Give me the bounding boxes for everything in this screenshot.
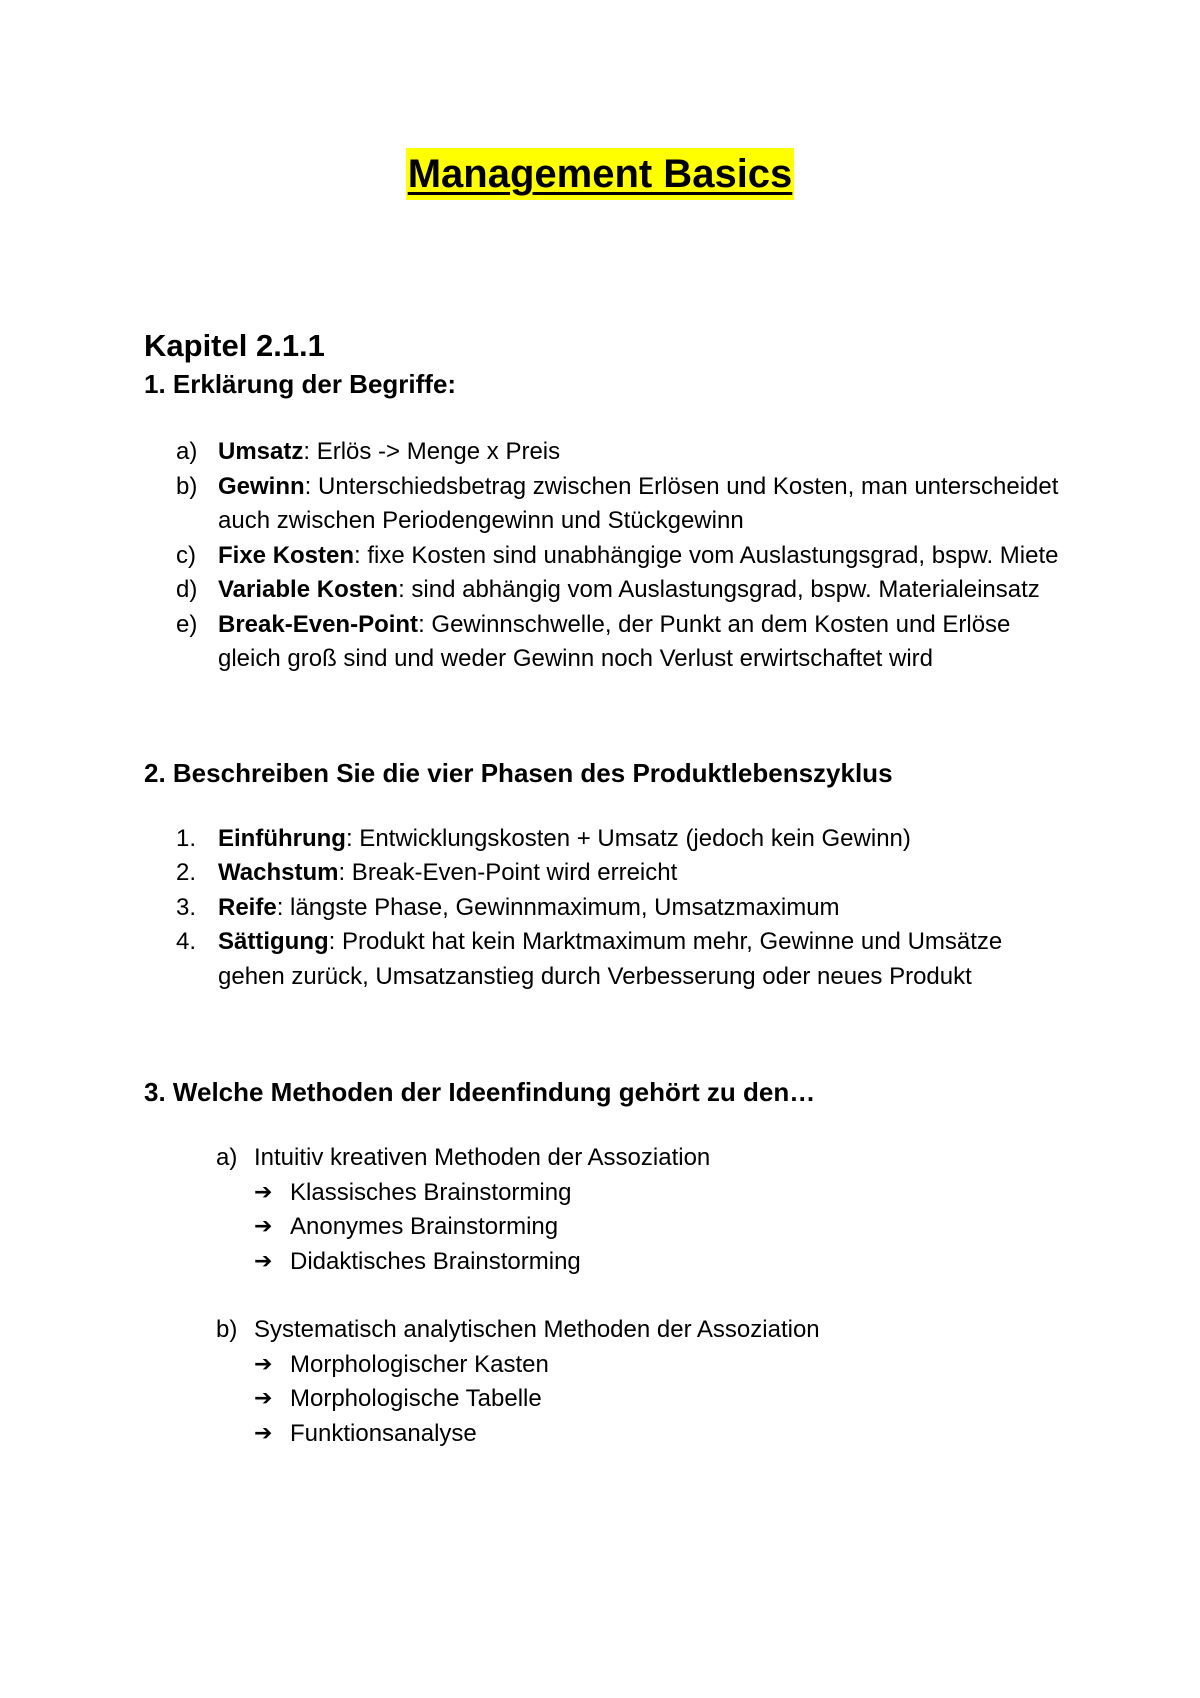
method-item [144, 1382, 1064, 1417]
term-definition: : Gewinnschwelle, der Punkt an dem Kosten und Erlöse gleich groß sind und weder Gewinn noch Verlust erwirtschaftet wird [218, 610, 1011, 672]
section-1-heading: 1. Erklärung der Begriffe: [144, 369, 457, 399]
section-3-heading: 3. Welche Methoden der Ideenfindung gehört zu den… [144, 1077, 816, 1107]
list-item [144, 608, 1064, 677]
list-item [144, 573, 1064, 608]
list-item [144, 470, 1064, 539]
list-marker: a) [216, 1144, 238, 1171]
term-label: Einführung [218, 824, 346, 852]
term-definition: : sind abhängig vom Auslastungsgrad, bspw. Materialeinsatz [398, 576, 1040, 603]
method-item [144, 1348, 1064, 1383]
term-definition: : Entwicklungskosten + Umsatz (jedoch kein Gewinn) [345, 824, 911, 852]
terms-list [144, 435, 1064, 677]
method-group-b [144, 1313, 1064, 1451]
term-label: Umsatz [218, 438, 304, 465]
term-label: Variable Kosten [218, 576, 399, 603]
list-item [144, 539, 1064, 574]
term-label: Wachstum [218, 859, 339, 886]
list-item [144, 891, 1064, 926]
list-marker: a) [176, 438, 198, 465]
arrow-right-icon: ➔ [254, 1214, 273, 1239]
arrow-right-icon: ➔ [254, 1351, 273, 1377]
list-marker: 4. [176, 928, 197, 955]
title-container [0, 148, 1200, 200]
term-label: Sättigung [218, 928, 329, 955]
term-label: Gewinn [218, 472, 305, 500]
list-marker: b) [216, 1316, 238, 1343]
list-item [144, 822, 1064, 857]
term-label: Fixe Kosten [218, 541, 355, 569]
list-item [144, 435, 1064, 470]
arrow-right-icon: ➔ [254, 1179, 273, 1205]
method-item [144, 1210, 1064, 1245]
method-group-label: Systematisch analytischen Methoden der Assoziation [254, 1316, 820, 1343]
list-marker: 1. [176, 824, 197, 852]
arrow-right-icon: ➔ [254, 1386, 273, 1411]
method-group-heading [144, 1313, 1064, 1348]
term-label: Break-Even-Point [218, 610, 419, 638]
document-title: Management Basics [406, 148, 795, 200]
method-item [144, 1417, 1064, 1452]
list-marker: 3. [176, 893, 197, 921]
method-item [144, 1245, 1064, 1280]
list-marker: e) [176, 610, 198, 638]
list-item [144, 925, 1064, 994]
document-content [144, 326, 1064, 1451]
method-group-label: Intuitiv kreativen Methoden der Assoziation [254, 1144, 711, 1171]
arrow-right-icon: ➔ [254, 1248, 273, 1274]
term-definition: : Produkt hat kein Marktmaximum mehr, Gewinne und Umsätze gehen zurück, Umsatzanstieg durch Verbesserung oder neues Produkt [218, 928, 1003, 990]
method-label: Klassisches Brainstorming [290, 1178, 572, 1206]
method-group-a [144, 1141, 1064, 1279]
method-item [144, 1176, 1064, 1211]
term-definition: : fixe Kosten sind unabhängige vom Auslastungsgrad, bspw. Miete [354, 541, 1059, 569]
arrow-right-icon: ➔ [254, 1420, 273, 1446]
list-marker: 2. [176, 859, 197, 886]
section-2-heading: 2. Beschreiben Sie die vier Phasen des Produktlebenszyklus [144, 757, 893, 788]
method-group-heading [144, 1141, 1064, 1176]
method-label: Morphologische Tabelle [290, 1385, 542, 1412]
term-label: Reife [218, 893, 277, 921]
list-item [144, 856, 1064, 891]
list-marker: b) [176, 472, 198, 500]
phases-list [144, 822, 1064, 995]
method-label: Morphologischer Kasten [290, 1350, 549, 1378]
term-definition: : Break-Even-Point wird erreicht [338, 859, 678, 886]
method-label: Funktionsanalyse [290, 1419, 477, 1447]
chapter-heading: Kapitel 2.1.1 [144, 328, 325, 363]
term-definition: : Erlös -> Menge x Preis [303, 438, 561, 465]
term-definition: : Unterschiedsbetrag zwischen Erlösen und Kosten, man unterscheidet auch zwischen Periodengewinn und Stückgewinn [218, 472, 1059, 534]
list-marker: d) [176, 576, 198, 603]
list-marker: c) [176, 541, 196, 569]
method-label: Anonymes Brainstorming [290, 1213, 559, 1240]
method-label: Didaktisches Brainstorming [290, 1247, 581, 1275]
term-definition: : längste Phase, Gewinnmaximum, Umsatzmaximum [276, 893, 840, 921]
